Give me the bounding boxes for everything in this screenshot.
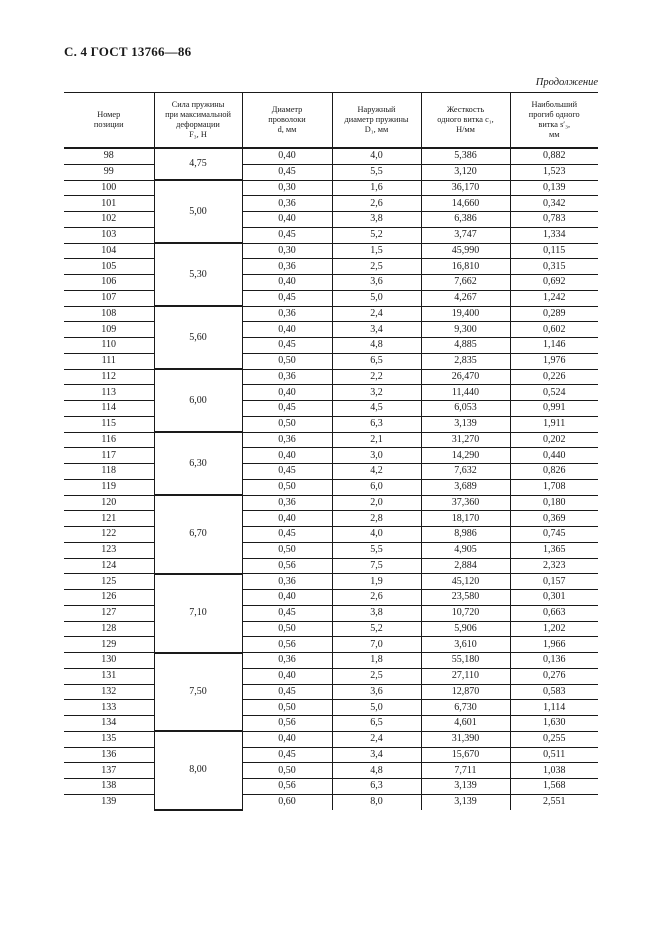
position-number-cell: 99 bbox=[64, 164, 154, 180]
table-row bbox=[64, 338, 598, 354]
wire-diameter-cell: 0,36 bbox=[242, 306, 332, 322]
wire-diameter-cell: 0,45 bbox=[242, 605, 332, 621]
spring-force-cell: 8,00 bbox=[154, 731, 242, 809]
position-number-cell: 112 bbox=[64, 369, 154, 385]
header-line: Наибольший bbox=[531, 100, 578, 109]
deflection-cell: 0,692 bbox=[510, 275, 598, 291]
position-number-cell: 111 bbox=[64, 353, 154, 369]
wire-diameter-cell: 0,45 bbox=[242, 164, 332, 180]
stiffness-cell: 3,139 bbox=[421, 416, 510, 432]
position-number-cell: 132 bbox=[64, 684, 154, 700]
table-row bbox=[64, 212, 598, 228]
wire-diameter-cell: 0,50 bbox=[242, 416, 332, 432]
table-row bbox=[64, 259, 598, 275]
position-number-cell: 113 bbox=[64, 385, 154, 401]
header-spring-force bbox=[154, 93, 242, 149]
deflection-cell: 1,568 bbox=[510, 779, 598, 795]
header-line: диаметр пружины bbox=[344, 115, 409, 124]
table-row bbox=[64, 621, 598, 637]
table-row bbox=[64, 716, 598, 732]
position-number-cell: 138 bbox=[64, 779, 154, 795]
table-row bbox=[64, 668, 598, 684]
position-number-cell: 126 bbox=[64, 590, 154, 606]
outer-diameter-cell: 3,6 bbox=[332, 684, 421, 700]
deflection-cell: 0,342 bbox=[510, 196, 598, 212]
deflection-cell: 2,551 bbox=[510, 794, 598, 809]
table-row bbox=[64, 794, 598, 809]
wire-diameter-cell: 0,36 bbox=[242, 495, 332, 511]
header-line: мм bbox=[548, 130, 560, 139]
stiffness-cell: 14,290 bbox=[421, 448, 510, 464]
table-body bbox=[64, 148, 598, 810]
stiffness-cell: 2,835 bbox=[421, 353, 510, 369]
deflection-cell: 2,323 bbox=[510, 558, 598, 574]
stiffness-cell: 11,440 bbox=[421, 385, 510, 401]
deflection-cell: 0,157 bbox=[510, 574, 598, 590]
position-number-cell: 128 bbox=[64, 621, 154, 637]
wire-diameter-cell: 0,40 bbox=[242, 511, 332, 527]
stiffness-cell: 3,139 bbox=[421, 794, 510, 809]
table-row bbox=[64, 653, 598, 669]
deflection-cell: 1,242 bbox=[510, 290, 598, 306]
outer-diameter-cell: 3,8 bbox=[332, 212, 421, 228]
deflection-cell: 0,139 bbox=[510, 180, 598, 196]
position-number-cell: 121 bbox=[64, 511, 154, 527]
outer-diameter-cell: 5,5 bbox=[332, 164, 421, 180]
deflection-cell: 0,663 bbox=[510, 605, 598, 621]
outer-diameter-cell: 2,6 bbox=[332, 196, 421, 212]
wire-diameter-cell: 0,45 bbox=[242, 338, 332, 354]
wire-diameter-cell: 0,50 bbox=[242, 542, 332, 558]
table-row bbox=[64, 227, 598, 243]
stiffness-cell: 16,810 bbox=[421, 259, 510, 275]
outer-diameter-cell: 8,0 bbox=[332, 794, 421, 809]
header-line: деформации bbox=[176, 120, 220, 129]
spring-force-cell: 6,30 bbox=[154, 432, 242, 495]
header-line: Н/мм bbox=[456, 125, 475, 134]
table-row bbox=[64, 148, 598, 164]
position-number-cell: 117 bbox=[64, 448, 154, 464]
table-row bbox=[64, 747, 598, 763]
stiffness-cell: 4,267 bbox=[421, 290, 510, 306]
position-number-cell: 103 bbox=[64, 227, 154, 243]
wire-diameter-cell: 0,50 bbox=[242, 479, 332, 495]
outer-diameter-cell: 2,2 bbox=[332, 369, 421, 385]
deflection-cell: 0,440 bbox=[510, 448, 598, 464]
continuation-label: Продолжение bbox=[535, 77, 598, 88]
table-row bbox=[64, 558, 598, 574]
spring-force-cell: 5,00 bbox=[154, 180, 242, 243]
table-row bbox=[64, 590, 598, 606]
outer-diameter-cell: 2,4 bbox=[332, 731, 421, 747]
outer-diameter-cell: 4,2 bbox=[332, 464, 421, 480]
outer-diameter-cell: 5,5 bbox=[332, 542, 421, 558]
deflection-cell: 1,966 bbox=[510, 637, 598, 653]
wire-diameter-cell: 0,50 bbox=[242, 353, 332, 369]
stiffness-cell: 4,601 bbox=[421, 716, 510, 732]
deflection-cell: 0,826 bbox=[510, 464, 598, 480]
outer-diameter-cell: 2,5 bbox=[332, 259, 421, 275]
position-number-cell: 106 bbox=[64, 275, 154, 291]
outer-diameter-cell: 2,6 bbox=[332, 590, 421, 606]
header-wire-diameter bbox=[242, 93, 332, 149]
position-number-cell: 101 bbox=[64, 196, 154, 212]
stiffness-cell: 10,720 bbox=[421, 605, 510, 621]
stiffness-cell: 23,580 bbox=[421, 590, 510, 606]
outer-diameter-cell: 3,4 bbox=[332, 747, 421, 763]
table-row bbox=[64, 164, 598, 180]
outer-diameter-cell: 5,2 bbox=[332, 621, 421, 637]
outer-diameter-cell: 6,5 bbox=[332, 353, 421, 369]
outer-diameter-cell: 1,5 bbox=[332, 243, 421, 259]
deflection-cell: 1,334 bbox=[510, 227, 598, 243]
deflection-cell: 0,255 bbox=[510, 731, 598, 747]
table-row bbox=[64, 322, 598, 338]
wire-diameter-cell: 0,40 bbox=[242, 448, 332, 464]
wire-diameter-cell: 0,40 bbox=[242, 731, 332, 747]
outer-diameter-cell: 6,3 bbox=[332, 416, 421, 432]
deflection-cell: 0,745 bbox=[510, 527, 598, 543]
outer-diameter-cell: 3,0 bbox=[332, 448, 421, 464]
wire-diameter-cell: 0,36 bbox=[242, 432, 332, 448]
deflection-cell: 1,202 bbox=[510, 621, 598, 637]
table-row bbox=[64, 511, 598, 527]
position-number-cell: 136 bbox=[64, 747, 154, 763]
position-number-cell: 110 bbox=[64, 338, 154, 354]
position-number-cell: 108 bbox=[64, 306, 154, 322]
header-line: позиции bbox=[93, 120, 124, 129]
deflection-cell: 1,114 bbox=[510, 700, 598, 716]
outer-diameter-cell: 2,8 bbox=[332, 511, 421, 527]
header-line: одного витка c₁, bbox=[437, 115, 494, 124]
position-number-cell: 139 bbox=[101, 796, 117, 808]
wire-diameter-cell: 0,56 bbox=[242, 637, 332, 653]
deflection-cell: 0,369 bbox=[510, 511, 598, 527]
stiffness-cell: 45,990 bbox=[421, 243, 510, 259]
wire-diameter-cell: 0,30 bbox=[242, 180, 332, 196]
deflection-cell: 0,524 bbox=[510, 385, 598, 401]
wire-diameter-cell: 0,60 bbox=[242, 794, 332, 809]
spring-force-cell: 5,60 bbox=[154, 306, 242, 369]
stiffness-cell: 18,170 bbox=[421, 511, 510, 527]
table-row bbox=[64, 401, 598, 417]
stiffness-cell: 4,905 bbox=[421, 542, 510, 558]
wire-diameter-cell: 0,40 bbox=[242, 148, 332, 164]
table-row bbox=[64, 637, 598, 653]
wire-diameter-cell: 0,45 bbox=[242, 684, 332, 700]
wire-diameter-cell: 0,45 bbox=[242, 290, 332, 306]
stiffness-cell: 31,390 bbox=[421, 731, 510, 747]
wire-diameter-cell: 0,40 bbox=[242, 275, 332, 291]
wire-diameter-cell: 0,56 bbox=[242, 779, 332, 795]
table-row bbox=[64, 605, 598, 621]
table-row bbox=[64, 763, 598, 779]
stiffness-cell: 45,120 bbox=[421, 574, 510, 590]
table-row bbox=[64, 275, 598, 291]
deflection-cell: 0,882 bbox=[510, 148, 598, 164]
wire-diameter-cell: 0,56 bbox=[242, 558, 332, 574]
position-number-cell: 118 bbox=[64, 464, 154, 480]
stiffness-cell: 2,884 bbox=[421, 558, 510, 574]
stiffness-cell: 5,906 bbox=[421, 621, 510, 637]
outer-diameter-cell: 2,0 bbox=[332, 495, 421, 511]
header-coil-stiffness bbox=[421, 93, 510, 149]
position-number-cell: 116 bbox=[64, 432, 154, 448]
outer-diameter-cell: 5,2 bbox=[332, 227, 421, 243]
outer-diameter-cell: 3,6 bbox=[332, 275, 421, 291]
position-number-cell: 124 bbox=[64, 558, 154, 574]
table-row bbox=[64, 180, 598, 196]
position-number-cell: 100 bbox=[64, 180, 154, 196]
deflection-cell: 0,136 bbox=[510, 653, 598, 669]
wire-diameter-cell: 0,45 bbox=[242, 464, 332, 480]
stiffness-cell: 31,270 bbox=[421, 432, 510, 448]
deflection-cell: 0,991 bbox=[510, 401, 598, 417]
outer-diameter-cell: 5,0 bbox=[332, 700, 421, 716]
outer-diameter-cell: 1,9 bbox=[332, 574, 421, 590]
outer-diameter-cell: 6,5 bbox=[332, 716, 421, 732]
deflection-cell: 1,523 bbox=[510, 164, 598, 180]
deflection-cell: 1,708 bbox=[510, 479, 598, 495]
outer-diameter-cell: 6,0 bbox=[332, 479, 421, 495]
stiffness-cell: 9,300 bbox=[421, 322, 510, 338]
table-row bbox=[64, 700, 598, 716]
stiffness-cell: 3,139 bbox=[421, 779, 510, 795]
spring-table bbox=[64, 92, 598, 811]
stiffness-cell: 7,711 bbox=[421, 763, 510, 779]
wire-diameter-cell: 0,36 bbox=[242, 369, 332, 385]
position-number-cell: 114 bbox=[64, 401, 154, 417]
stiffness-cell: 7,662 bbox=[421, 275, 510, 291]
outer-diameter-cell: 4,5 bbox=[332, 401, 421, 417]
table-row bbox=[64, 369, 598, 385]
outer-diameter-cell: 3,8 bbox=[332, 605, 421, 621]
position-number-cell: 135 bbox=[64, 731, 154, 747]
table-row bbox=[64, 448, 598, 464]
deflection-cell: 0,583 bbox=[510, 684, 598, 700]
stiffness-cell: 15,670 bbox=[421, 747, 510, 763]
outer-diameter-cell: 7,5 bbox=[332, 558, 421, 574]
spring-force-cell: 7,10 bbox=[154, 574, 242, 653]
outer-diameter-cell: 7,0 bbox=[332, 637, 421, 653]
outer-diameter-cell: 3,4 bbox=[332, 322, 421, 338]
outer-diameter-cell: 1,6 bbox=[332, 180, 421, 196]
header-position-number bbox=[64, 93, 154, 149]
stiffness-cell: 8,986 bbox=[421, 527, 510, 543]
position-number-cell: 119 bbox=[64, 479, 154, 495]
outer-diameter-cell: 5,0 bbox=[332, 290, 421, 306]
position-number-cell: 104 bbox=[64, 243, 154, 259]
deflection-cell: 1,146 bbox=[510, 338, 598, 354]
wire-diameter-cell: 0,40 bbox=[242, 212, 332, 228]
deflection-cell: 1,976 bbox=[510, 353, 598, 369]
position-number-cell: 122 bbox=[64, 527, 154, 543]
header-line: Жесткость bbox=[446, 105, 485, 114]
wire-diameter-cell: 0,40 bbox=[242, 590, 332, 606]
wire-diameter-cell: 0,50 bbox=[242, 621, 332, 637]
outer-diameter-cell: 2,5 bbox=[332, 668, 421, 684]
position-number-cell: 125 bbox=[64, 574, 154, 590]
stiffness-cell: 3,689 bbox=[421, 479, 510, 495]
position-number-cell: 115 bbox=[64, 416, 154, 432]
stiffness-cell: 26,470 bbox=[421, 369, 510, 385]
position-number-cell: 107 bbox=[64, 290, 154, 306]
table-row bbox=[64, 574, 598, 590]
wire-diameter-cell: 0,56 bbox=[242, 716, 332, 732]
position-number-cell: 133 bbox=[64, 700, 154, 716]
table-row bbox=[64, 385, 598, 401]
table-row bbox=[64, 731, 598, 747]
spring-force-cell: 6,70 bbox=[154, 495, 242, 574]
outer-diameter-cell: 1,8 bbox=[332, 653, 421, 669]
wire-diameter-cell: 0,36 bbox=[242, 196, 332, 212]
stiffness-cell: 3,120 bbox=[421, 164, 510, 180]
stiffness-cell: 5,386 bbox=[421, 148, 510, 164]
stiffness-cell: 6,730 bbox=[421, 700, 510, 716]
wire-diameter-cell: 0,40 bbox=[242, 668, 332, 684]
wire-diameter-cell: 0,50 bbox=[242, 763, 332, 779]
deflection-cell: 1,038 bbox=[510, 763, 598, 779]
page-header: С. 4 ГОСТ 13766—86 bbox=[64, 44, 192, 59]
wire-diameter-cell: 0,40 bbox=[242, 322, 332, 338]
position-number-cell: 109 bbox=[64, 322, 154, 338]
spring-force-cell: 5,30 bbox=[154, 243, 242, 306]
stiffness-cell: 3,610 bbox=[421, 637, 510, 653]
header-max-deflection bbox=[510, 93, 598, 149]
deflection-cell: 1,630 bbox=[510, 716, 598, 732]
stiffness-cell: 36,170 bbox=[421, 180, 510, 196]
deflection-cell: 0,115 bbox=[510, 243, 598, 259]
position-number-cell: 131 bbox=[64, 668, 154, 684]
wire-diameter-cell: 0,45 bbox=[242, 747, 332, 763]
stiffness-cell: 6,053 bbox=[421, 401, 510, 417]
outer-diameter-cell: 3,2 bbox=[332, 385, 421, 401]
table-row bbox=[64, 684, 598, 700]
stiffness-cell: 37,360 bbox=[421, 495, 510, 511]
table-row bbox=[64, 290, 598, 306]
wire-diameter-cell: 0,30 bbox=[242, 243, 332, 259]
deflection-cell: 0,301 bbox=[510, 590, 598, 606]
position-number-cell: 102 bbox=[64, 212, 154, 228]
spring-force-cell: 7,50 bbox=[154, 653, 242, 732]
position-number-cell: 134 bbox=[64, 716, 154, 732]
deflection-cell: 0,783 bbox=[510, 212, 598, 228]
position-number-cell: 105 bbox=[64, 259, 154, 275]
deflection-cell: 1,911 bbox=[510, 416, 598, 432]
header-line: проволоки bbox=[268, 115, 306, 124]
stiffness-cell: 3,747 bbox=[421, 227, 510, 243]
table-row bbox=[64, 196, 598, 212]
header-line: при максимальной bbox=[165, 110, 231, 119]
position-number-cell: 130 bbox=[64, 653, 154, 669]
outer-diameter-cell: 4,8 bbox=[332, 763, 421, 779]
spring-force-cell: 6,00 bbox=[154, 369, 242, 432]
header-line: d, мм bbox=[277, 125, 297, 134]
position-number-cell: 120 bbox=[64, 495, 154, 511]
table-row bbox=[64, 542, 598, 558]
table-row bbox=[64, 464, 598, 480]
wire-diameter-cell: 0,36 bbox=[242, 574, 332, 590]
position-number-cell: 129 bbox=[64, 637, 154, 653]
table-row bbox=[64, 432, 598, 448]
table-row bbox=[64, 243, 598, 259]
deflection-cell: 0,602 bbox=[510, 322, 598, 338]
deflection-cell: 0,226 bbox=[510, 369, 598, 385]
outer-diameter-cell: 6,3 bbox=[332, 779, 421, 795]
stiffness-cell: 7,632 bbox=[421, 464, 510, 480]
wire-diameter-cell: 0,36 bbox=[242, 653, 332, 669]
header-outer-diameter bbox=[332, 93, 421, 149]
outer-diameter-cell: 4,8 bbox=[332, 338, 421, 354]
header-row bbox=[64, 93, 598, 149]
stiffness-cell: 6,386 bbox=[421, 212, 510, 228]
deflection-cell: 1,365 bbox=[510, 542, 598, 558]
outer-diameter-cell: 2,1 bbox=[332, 432, 421, 448]
wire-diameter-cell: 0,45 bbox=[242, 227, 332, 243]
outer-diameter-cell: 4,0 bbox=[332, 527, 421, 543]
stiffness-cell: 27,110 bbox=[421, 668, 510, 684]
deflection-cell: 0,315 bbox=[510, 259, 598, 275]
stiffness-cell: 55,180 bbox=[421, 653, 510, 669]
table-row bbox=[64, 416, 598, 432]
deflection-cell: 0,202 bbox=[510, 432, 598, 448]
position-number-cell: 123 bbox=[64, 542, 154, 558]
deflection-cell: 0,180 bbox=[510, 495, 598, 511]
stiffness-cell: 14,660 bbox=[421, 196, 510, 212]
header-line: витка s′₃, bbox=[538, 120, 571, 129]
wire-diameter-cell: 0,45 bbox=[242, 527, 332, 543]
header-line: F₃, Н bbox=[189, 130, 207, 139]
outer-diameter-cell: 2,4 bbox=[332, 306, 421, 322]
header-line: D₁, мм bbox=[364, 125, 389, 134]
deflection-cell: 0,276 bbox=[510, 668, 598, 684]
table-row bbox=[64, 306, 598, 322]
stiffness-cell: 4,885 bbox=[421, 338, 510, 354]
table-row bbox=[64, 353, 598, 369]
header-line: Номер bbox=[97, 110, 121, 119]
table-row bbox=[64, 779, 598, 795]
header-line: прогиб одного bbox=[528, 110, 580, 119]
table-row bbox=[64, 495, 598, 511]
wire-diameter-cell: 0,50 bbox=[242, 700, 332, 716]
header-line: Наружный bbox=[357, 105, 396, 114]
header-line: Сила пружины bbox=[171, 100, 225, 109]
position-number-cell: 127 bbox=[64, 605, 154, 621]
table-row bbox=[64, 479, 598, 495]
header-line: Диаметр bbox=[271, 105, 303, 114]
wire-diameter-cell: 0,40 bbox=[242, 385, 332, 401]
table-row bbox=[64, 527, 598, 543]
table-header bbox=[64, 93, 598, 149]
position-number-cell: 137 bbox=[64, 763, 154, 779]
wire-diameter-cell: 0,45 bbox=[242, 401, 332, 417]
position-number-cell: 98 bbox=[64, 148, 154, 164]
deflection-cell: 0,289 bbox=[510, 306, 598, 322]
stiffness-cell: 12,870 bbox=[421, 684, 510, 700]
stiffness-cell: 19,400 bbox=[421, 306, 510, 322]
deflection-cell: 0,511 bbox=[510, 747, 598, 763]
spring-force-cell: 4,75 bbox=[154, 148, 242, 180]
outer-diameter-cell: 4,0 bbox=[332, 148, 421, 164]
wire-diameter-cell: 0,36 bbox=[242, 259, 332, 275]
